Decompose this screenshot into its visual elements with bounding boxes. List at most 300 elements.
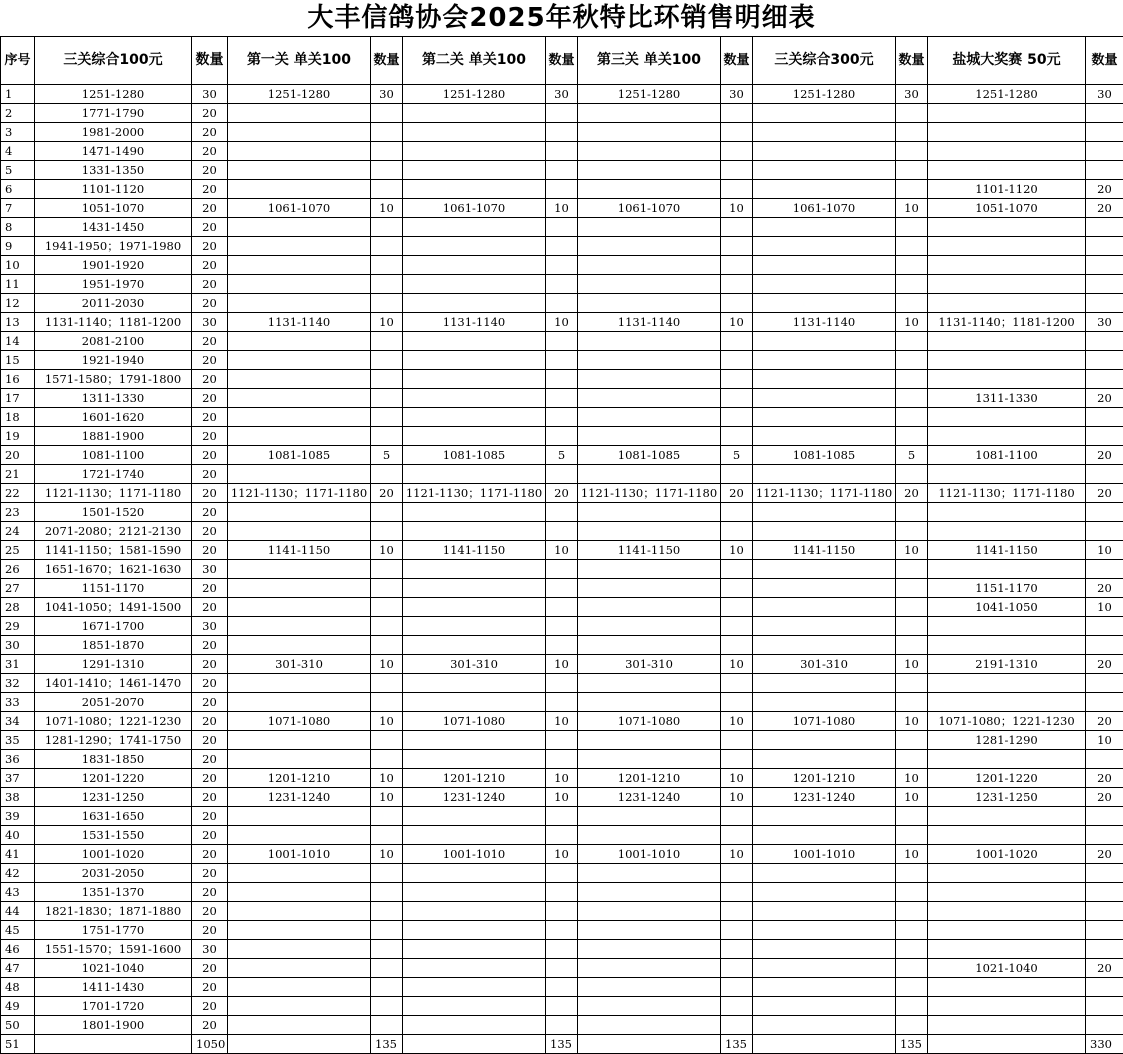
quantity-cell: 5: [896, 446, 928, 465]
ring-range-cell: 1101-1120: [928, 180, 1086, 199]
quantity-cell: [896, 959, 928, 978]
table-row: [1, 446, 1123, 465]
ring-range-cell: 1081-1100: [928, 446, 1086, 465]
table-row: [1, 427, 1123, 446]
ring-range-cell: [578, 218, 721, 237]
ring-range-cell: 1051-1070: [35, 199, 192, 218]
ring-range-cell: 1041-1050: [928, 598, 1086, 617]
ring-range-cell: [403, 978, 546, 997]
row-number: 30: [1, 636, 35, 655]
ring-range-cell: [928, 275, 1086, 294]
header-qty6: 数量: [1086, 37, 1123, 85]
quantity-cell: 20: [192, 161, 228, 180]
ring-range-cell: 1571-1580；1791-1800: [35, 370, 192, 389]
quantity-cell: 30: [192, 560, 228, 579]
ring-range-cell: 1951-1970: [35, 275, 192, 294]
ring-range-cell: [753, 693, 896, 712]
quantity-cell: [546, 750, 578, 769]
quantity-cell: [371, 978, 403, 997]
ring-range-cell: 1131-1140: [578, 313, 721, 332]
quantity-cell: [371, 351, 403, 370]
quantity-cell: [371, 332, 403, 351]
ring-range-cell: 1141-1150: [928, 541, 1086, 560]
quantity-cell: [896, 218, 928, 237]
quantity-cell: [896, 503, 928, 522]
ring-range-cell: [403, 997, 546, 1016]
ring-range-cell: 1231-1250: [928, 788, 1086, 807]
quantity-cell: [896, 142, 928, 161]
ring-range-cell: 1431-1450: [35, 218, 192, 237]
header-row: [1, 37, 1123, 85]
ring-range-cell: [753, 275, 896, 294]
table-row: [1, 161, 1123, 180]
ring-range-cell: [928, 940, 1086, 959]
ring-range-cell: [228, 959, 371, 978]
ring-range-cell: 1131-1140；1181-1200: [35, 313, 192, 332]
quantity-cell: [721, 218, 753, 237]
ring-range-cell: 1141-1150；1581-1590: [35, 541, 192, 560]
ring-range-cell: 1251-1280: [753, 85, 896, 104]
ring-range-cell: [578, 408, 721, 427]
ring-range-cell: 1071-1080: [228, 712, 371, 731]
quantity-cell: 30: [192, 313, 228, 332]
ring-range-cell: [753, 389, 896, 408]
quantity-cell: [371, 237, 403, 256]
ring-range-cell: [578, 294, 721, 313]
row-number: 11: [1, 275, 35, 294]
ring-range-cell: [753, 978, 896, 997]
ring-range-cell: [228, 750, 371, 769]
table-row: [1, 579, 1123, 598]
header-col5: 三关综合300元: [753, 37, 896, 85]
ring-range-cell: [228, 123, 371, 142]
ring-range-cell: [228, 370, 371, 389]
ring-range-cell: 1131-1140: [753, 313, 896, 332]
table-row: [1, 294, 1123, 313]
ring-range-cell: [753, 940, 896, 959]
quantity-cell: 20: [192, 845, 228, 864]
quantity-cell: 20: [192, 465, 228, 484]
quantity-cell: [546, 674, 578, 693]
quantity-cell: [546, 864, 578, 883]
quantity-cell: [546, 332, 578, 351]
quantity-cell: 10: [1086, 598, 1123, 617]
row-number: 25: [1, 541, 35, 560]
ring-range-cell: 1041-1050；1491-1500: [35, 598, 192, 617]
ring-range-cell: [403, 959, 546, 978]
row-number: 22: [1, 484, 35, 503]
ring-range-cell: [228, 256, 371, 275]
quantity-cell: [371, 807, 403, 826]
ring-range-cell: [578, 921, 721, 940]
header-qty1: 数量: [192, 37, 228, 85]
ring-range-cell: [753, 427, 896, 446]
row-number: 6: [1, 180, 35, 199]
quantity-cell: [1086, 522, 1123, 541]
row-number: 10: [1, 256, 35, 275]
ring-range-cell: 1071-1080: [578, 712, 721, 731]
row-number: 7: [1, 199, 35, 218]
ring-range-cell: [403, 180, 546, 199]
quantity-cell: 10: [371, 712, 403, 731]
ring-range-cell: [578, 598, 721, 617]
ring-range-cell: [403, 465, 546, 484]
totals-cell: 135: [896, 1035, 928, 1054]
ring-range-cell: [753, 218, 896, 237]
ring-range-cell: 1061-1070: [228, 199, 371, 218]
quantity-cell: 10: [546, 788, 578, 807]
table-row: [1, 218, 1123, 237]
quantity-cell: [1086, 427, 1123, 446]
ring-range-cell: [578, 940, 721, 959]
ring-range-cell: 1551-1570；1591-1600: [35, 940, 192, 959]
quantity-cell: [721, 1016, 753, 1035]
totals-cell: [228, 1035, 371, 1054]
ring-range-cell: [753, 180, 896, 199]
ring-range-cell: [403, 237, 546, 256]
header-col1: 三关综合100元: [35, 37, 192, 85]
table-row: [1, 883, 1123, 902]
ring-range-cell: [228, 218, 371, 237]
quantity-cell: [896, 427, 928, 446]
ring-range-cell: 1001-1020: [35, 845, 192, 864]
table-row: [1, 845, 1123, 864]
ring-range-cell: [928, 332, 1086, 351]
quantity-cell: 20: [192, 351, 228, 370]
quantity-cell: 10: [721, 712, 753, 731]
ring-range-cell: [578, 864, 721, 883]
ring-range-cell: [928, 104, 1086, 123]
quantity-cell: [371, 465, 403, 484]
ring-range-cell: [928, 636, 1086, 655]
ring-range-cell: [928, 503, 1086, 522]
quantity-cell: [721, 161, 753, 180]
quantity-cell: [721, 617, 753, 636]
ring-range-cell: 1001-1010: [228, 845, 371, 864]
ring-range-cell: 1801-1900: [35, 1016, 192, 1035]
ring-range-cell: [928, 560, 1086, 579]
row-number: 14: [1, 332, 35, 351]
ring-range-cell: [228, 503, 371, 522]
totals-cell: [403, 1035, 546, 1054]
quantity-cell: 20: [192, 199, 228, 218]
quantity-cell: 20: [371, 484, 403, 503]
quantity-cell: 20: [721, 484, 753, 503]
quantity-cell: [371, 256, 403, 275]
row-number: 1: [1, 85, 35, 104]
table-row: [1, 712, 1123, 731]
ring-range-cell: 1021-1040: [35, 959, 192, 978]
totals-cell: 135: [546, 1035, 578, 1054]
ring-range-cell: 1311-1330: [928, 389, 1086, 408]
ring-range-cell: 1601-1620: [35, 408, 192, 427]
quantity-cell: 20: [1086, 579, 1123, 598]
ring-range-cell: [753, 750, 896, 769]
ring-range-cell: 1121-1130；1171-1180: [228, 484, 371, 503]
ring-range-cell: [578, 389, 721, 408]
quantity-cell: 20: [192, 142, 228, 161]
ring-range-cell: [578, 731, 721, 750]
ring-range-cell: [928, 351, 1086, 370]
table-row: [1, 142, 1123, 161]
ring-range-cell: [228, 579, 371, 598]
ring-range-cell: [753, 579, 896, 598]
quantity-cell: [1086, 902, 1123, 921]
ring-range-cell: [403, 902, 546, 921]
quantity-cell: 20: [192, 788, 228, 807]
table-row: [1, 256, 1123, 275]
ring-range-cell: [578, 750, 721, 769]
ring-range-cell: [403, 408, 546, 427]
quantity-cell: 20: [1086, 959, 1123, 978]
quantity-cell: [546, 598, 578, 617]
ring-range-cell: 1081-1085: [578, 446, 721, 465]
quantity-cell: [896, 617, 928, 636]
table-row: [1, 484, 1123, 503]
ring-range-cell: [403, 332, 546, 351]
ring-range-cell: [928, 142, 1086, 161]
ring-range-cell: [753, 883, 896, 902]
ring-range-cell: [228, 636, 371, 655]
quantity-cell: [1086, 332, 1123, 351]
quantity-cell: 20: [192, 693, 228, 712]
ring-range-cell: 1141-1150: [403, 541, 546, 560]
quantity-cell: [546, 180, 578, 199]
quantity-cell: [371, 1016, 403, 1035]
table-row: [1, 693, 1123, 712]
ring-range-cell: 1081-1100: [35, 446, 192, 465]
ring-range-cell: 1411-1430: [35, 978, 192, 997]
ring-range-cell: [753, 921, 896, 940]
quantity-cell: [721, 902, 753, 921]
quantity-cell: 20: [192, 522, 228, 541]
ring-range-cell: [403, 617, 546, 636]
quantity-cell: 20: [192, 1016, 228, 1035]
ring-range-cell: [928, 826, 1086, 845]
row-number: 28: [1, 598, 35, 617]
ring-range-cell: [228, 427, 371, 446]
quantity-cell: 20: [192, 218, 228, 237]
quantity-cell: [1086, 256, 1123, 275]
quantity-cell: 20: [192, 864, 228, 883]
quantity-cell: 10: [371, 769, 403, 788]
ring-range-cell: [753, 465, 896, 484]
quantity-cell: 10: [721, 769, 753, 788]
quantity-cell: 10: [896, 712, 928, 731]
quantity-cell: 20: [192, 294, 228, 313]
quantity-cell: [371, 161, 403, 180]
table-row: [1, 275, 1123, 294]
ring-range-cell: [578, 256, 721, 275]
quantity-cell: 20: [192, 275, 228, 294]
quantity-cell: [1086, 161, 1123, 180]
ring-range-cell: [228, 674, 371, 693]
quantity-cell: 20: [1086, 845, 1123, 864]
quantity-cell: [546, 617, 578, 636]
quantity-cell: 10: [546, 845, 578, 864]
table-body: [1, 85, 1123, 1035]
ring-range-cell: [228, 275, 371, 294]
quantity-cell: [721, 579, 753, 598]
quantity-cell: [896, 807, 928, 826]
quantity-cell: [896, 731, 928, 750]
ring-range-cell: [403, 503, 546, 522]
quantity-cell: [896, 123, 928, 142]
quantity-cell: [896, 275, 928, 294]
row-number: 29: [1, 617, 35, 636]
ring-range-cell: [753, 598, 896, 617]
ring-range-cell: [578, 123, 721, 142]
quantity-cell: 10: [371, 655, 403, 674]
ring-range-cell: [753, 294, 896, 313]
ring-range-cell: [928, 237, 1086, 256]
quantity-cell: 20: [192, 978, 228, 997]
ring-range-cell: [753, 617, 896, 636]
table-row: [1, 560, 1123, 579]
quantity-cell: [546, 294, 578, 313]
ring-range-cell: [928, 123, 1086, 142]
ring-range-cell: [403, 864, 546, 883]
quantity-cell: 20: [1086, 389, 1123, 408]
ring-range-cell: [753, 522, 896, 541]
quantity-cell: [371, 408, 403, 427]
quantity-cell: [371, 104, 403, 123]
quantity-cell: [1086, 826, 1123, 845]
quantity-cell: [896, 826, 928, 845]
ring-range-cell: 1141-1150: [753, 541, 896, 560]
quantity-cell: 10: [371, 199, 403, 218]
ring-range-cell: 1001-1010: [753, 845, 896, 864]
row-number: 5: [1, 161, 35, 180]
quantity-cell: 20: [1086, 712, 1123, 731]
ring-range-cell: 1331-1350: [35, 161, 192, 180]
quantity-cell: [1086, 997, 1123, 1016]
quantity-cell: [1086, 807, 1123, 826]
quantity-cell: 10: [896, 199, 928, 218]
row-number: 48: [1, 978, 35, 997]
totals-cell: 1050: [192, 1035, 228, 1054]
ring-range-cell: [403, 826, 546, 845]
ring-range-cell: 1231-1250: [35, 788, 192, 807]
quantity-cell: [371, 560, 403, 579]
quantity-cell: 10: [896, 655, 928, 674]
ring-range-cell: [228, 332, 371, 351]
row-number: 32: [1, 674, 35, 693]
quantity-cell: 20: [192, 902, 228, 921]
quantity-cell: 10: [371, 788, 403, 807]
quantity-cell: 20: [192, 921, 228, 940]
quantity-cell: 20: [192, 598, 228, 617]
quantity-cell: [371, 275, 403, 294]
quantity-cell: [721, 370, 753, 389]
quantity-cell: [546, 731, 578, 750]
quantity-cell: [546, 408, 578, 427]
table-row: [1, 408, 1123, 427]
quantity-cell: [371, 883, 403, 902]
quantity-cell: 20: [192, 541, 228, 560]
quantity-cell: [721, 522, 753, 541]
quantity-cell: [721, 503, 753, 522]
quantity-cell: 20: [192, 579, 228, 598]
quantity-cell: 5: [721, 446, 753, 465]
ring-range-cell: [228, 389, 371, 408]
quantity-cell: 30: [896, 85, 928, 104]
quantity-cell: [371, 427, 403, 446]
ring-range-cell: [578, 275, 721, 294]
quantity-cell: [371, 142, 403, 161]
table-row: [1, 997, 1123, 1016]
ring-range-cell: [753, 256, 896, 275]
quantity-cell: [371, 959, 403, 978]
quantity-cell: [896, 598, 928, 617]
quantity-cell: [546, 389, 578, 408]
quantity-cell: [896, 332, 928, 351]
table-row: [1, 522, 1123, 541]
header-qty4: 数量: [721, 37, 753, 85]
ring-range-cell: 1901-1920: [35, 256, 192, 275]
quantity-cell: [721, 237, 753, 256]
ring-range-cell: 1081-1085: [228, 446, 371, 465]
quantity-cell: [371, 921, 403, 940]
header-seq: 序号: [1, 37, 35, 85]
quantity-cell: 10: [371, 313, 403, 332]
quantity-cell: 10: [721, 655, 753, 674]
quantity-cell: 20: [192, 750, 228, 769]
row-number: 49: [1, 997, 35, 1016]
ring-range-cell: 1251-1280: [403, 85, 546, 104]
ring-range-cell: [928, 807, 1086, 826]
quantity-cell: 10: [721, 845, 753, 864]
ring-range-cell: [928, 256, 1086, 275]
ring-range-cell: [753, 1016, 896, 1035]
ring-range-cell: 1021-1040: [928, 959, 1086, 978]
quantity-cell: [896, 997, 928, 1016]
ring-range-cell: 1981-2000: [35, 123, 192, 142]
quantity-cell: [896, 750, 928, 769]
ring-range-cell: 2071-2080；2121-2130: [35, 522, 192, 541]
quantity-cell: [721, 731, 753, 750]
ring-range-cell: [578, 522, 721, 541]
ring-range-cell: [928, 750, 1086, 769]
ring-range-cell: [578, 427, 721, 446]
row-number: 3: [1, 123, 35, 142]
quantity-cell: [1086, 864, 1123, 883]
ring-range-cell: [753, 332, 896, 351]
ring-range-cell: 1141-1150: [578, 541, 721, 560]
quantity-cell: 10: [371, 541, 403, 560]
table-row: [1, 826, 1123, 845]
ring-range-cell: 1351-1370: [35, 883, 192, 902]
quantity-cell: [896, 180, 928, 199]
quantity-cell: [371, 389, 403, 408]
row-number: 23: [1, 503, 35, 522]
ring-range-cell: [928, 294, 1086, 313]
quantity-cell: [1086, 750, 1123, 769]
totals-cell: 51: [1, 1035, 35, 1054]
ring-range-cell: [228, 978, 371, 997]
quantity-cell: 10: [896, 788, 928, 807]
quantity-cell: 20: [192, 237, 228, 256]
quantity-cell: [721, 332, 753, 351]
row-number: 35: [1, 731, 35, 750]
table-row: [1, 199, 1123, 218]
quantity-cell: [371, 864, 403, 883]
quantity-cell: [371, 180, 403, 199]
ring-range-cell: [403, 807, 546, 826]
quantity-cell: [1086, 674, 1123, 693]
quantity-cell: [721, 256, 753, 275]
quantity-cell: [896, 864, 928, 883]
